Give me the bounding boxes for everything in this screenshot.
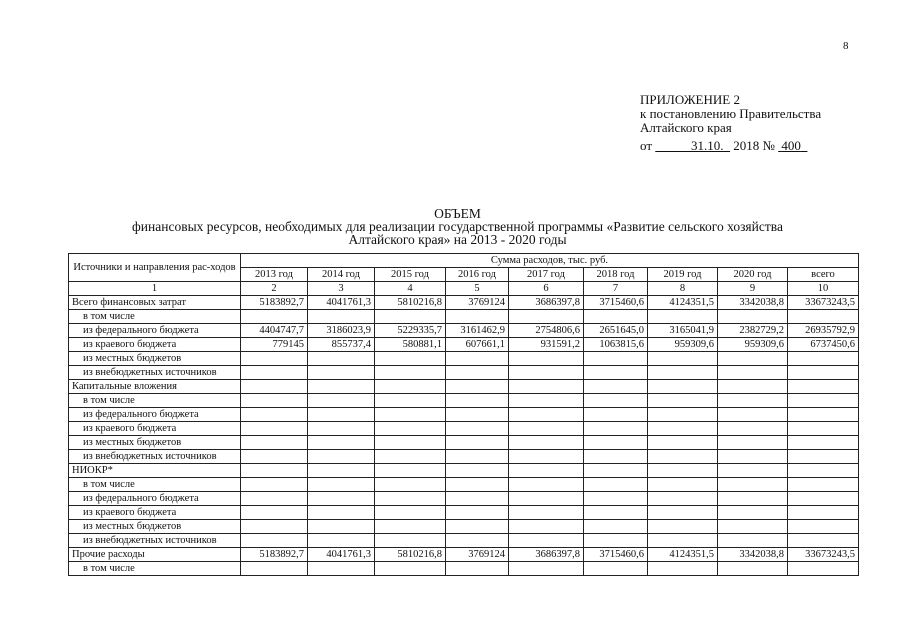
year-text: 2018 №	[733, 138, 775, 153]
value-cell	[308, 366, 375, 380]
value-cell	[584, 436, 648, 450]
header-year-cell: 2014 год	[308, 268, 375, 282]
value-cell	[648, 562, 718, 576]
appendix-title: ПРИЛОЖЕНИЕ 2	[640, 92, 740, 107]
value-cell	[584, 534, 648, 548]
row-label: из федерального бюджета	[69, 408, 241, 422]
value-cell	[241, 534, 308, 548]
value-cell: 779145	[241, 338, 308, 352]
value-cell	[446, 366, 509, 380]
value-cell: 2754806,6	[509, 324, 584, 338]
column-number-cell: 8	[648, 282, 718, 296]
value-cell	[446, 464, 509, 478]
value-cell	[584, 422, 648, 436]
value-cell	[375, 352, 446, 366]
value-cell	[509, 492, 584, 506]
header-year-cell: 2015 год	[375, 268, 446, 282]
value-cell	[788, 422, 859, 436]
value-cell: 3715460,6	[584, 296, 648, 310]
value-cell	[308, 436, 375, 450]
value-cell	[241, 520, 308, 534]
value-cell: 4124351,5	[648, 548, 718, 562]
value-cell	[718, 464, 788, 478]
value-cell: 607661,1	[446, 338, 509, 352]
column-number-cell: 1	[69, 282, 241, 296]
value-cell	[375, 408, 446, 422]
value-cell: 3342038,8	[718, 296, 788, 310]
value-cell	[648, 366, 718, 380]
value-cell	[375, 436, 446, 450]
value-cell	[584, 352, 648, 366]
value-cell: 33673243,5	[788, 296, 859, 310]
value-cell: 3769124	[446, 296, 509, 310]
header-sum: Сумма расходов, тыс. руб.	[241, 254, 859, 268]
row-label: из внебюджетных источников	[69, 534, 241, 548]
value-cell	[584, 562, 648, 576]
value-cell	[788, 366, 859, 380]
value-cell	[509, 436, 584, 450]
value-cell	[241, 408, 308, 422]
funding-table-body	[69, 254, 859, 576]
value-cell: 5183892,7	[241, 548, 308, 562]
value-cell: 959309,6	[718, 338, 788, 352]
value-cell	[509, 478, 584, 492]
column-number-cell: 7	[584, 282, 648, 296]
table-row	[69, 366, 859, 380]
value-cell	[788, 394, 859, 408]
value-cell: 2382729,2	[718, 324, 788, 338]
title-line-3: Алтайского края» на 2013 - 2020 годы	[348, 232, 567, 247]
value-cell	[718, 562, 788, 576]
value-cell: 3769124	[446, 548, 509, 562]
value-cell	[788, 408, 859, 422]
value-cell	[446, 520, 509, 534]
value-cell	[584, 394, 648, 408]
appendix-decree-line: к постановлению Правительства	[640, 106, 822, 121]
column-number-row	[69, 282, 859, 296]
value-cell	[308, 352, 375, 366]
value-cell	[446, 422, 509, 436]
value-cell	[446, 450, 509, 464]
table-row	[69, 464, 859, 478]
value-cell	[788, 352, 859, 366]
header-sources: Источники и направления рас-ходов	[69, 254, 241, 282]
value-cell	[788, 450, 859, 464]
value-cell	[718, 506, 788, 520]
value-cell	[308, 478, 375, 492]
table-row	[69, 506, 859, 520]
value-cell	[308, 492, 375, 506]
value-cell	[718, 492, 788, 506]
value-cell	[718, 520, 788, 534]
header-year-cell: всего	[788, 268, 859, 282]
value-cell	[509, 394, 584, 408]
row-label: из местных бюджетов	[69, 436, 241, 450]
table-row	[69, 338, 859, 352]
value-cell	[788, 464, 859, 478]
value-cell	[375, 506, 446, 520]
appendix-block	[640, 93, 821, 153]
value-cell: 26935792,9	[788, 324, 859, 338]
value-cell	[718, 310, 788, 324]
value-cell	[375, 422, 446, 436]
header-year-cell: 2018 год	[584, 268, 648, 282]
value-cell	[584, 478, 648, 492]
header-year-cell: 2019 год	[648, 268, 718, 282]
value-cell	[788, 534, 859, 548]
value-cell	[718, 380, 788, 394]
value-cell	[308, 422, 375, 436]
value-cell	[375, 478, 446, 492]
value-cell: 4041761,3	[308, 548, 375, 562]
value-cell	[648, 534, 718, 548]
table-row	[69, 562, 859, 576]
header-year-cell: 2013 год	[241, 268, 308, 282]
row-label: из краевого бюджета	[69, 506, 241, 520]
value-cell	[308, 380, 375, 394]
table-row	[69, 380, 859, 394]
value-cell	[241, 450, 308, 464]
value-cell	[718, 366, 788, 380]
value-cell	[509, 506, 584, 520]
title-line-1: ОБЪЕМ	[434, 206, 481, 221]
value-cell	[375, 450, 446, 464]
value-cell	[446, 492, 509, 506]
value-cell	[241, 352, 308, 366]
value-cell	[648, 464, 718, 478]
row-label: в том числе	[69, 310, 241, 324]
value-cell	[788, 506, 859, 520]
value-cell	[241, 436, 308, 450]
value-cell	[788, 478, 859, 492]
value-cell	[509, 534, 584, 548]
value-cell	[308, 310, 375, 324]
value-cell	[446, 394, 509, 408]
value-cell: 3686397,8	[509, 548, 584, 562]
value-cell	[446, 506, 509, 520]
value-cell	[648, 450, 718, 464]
appendix-date-line	[640, 139, 821, 153]
title-line-2: финансовых ресурсов, необходимых для реализации государственной программы «Развитие сельского хозяйства	[132, 219, 783, 234]
row-label: из федерального бюджета	[69, 324, 241, 338]
header-year-cell: 2016 год	[446, 268, 509, 282]
decree-number: 400	[781, 138, 801, 153]
value-cell	[509, 422, 584, 436]
value-cell	[308, 506, 375, 520]
value-cell	[788, 310, 859, 324]
value-cell: 3686397,8	[509, 296, 584, 310]
value-cell	[375, 520, 446, 534]
value-cell: 3186023,9	[308, 324, 375, 338]
value-cell: 3342038,8	[718, 548, 788, 562]
value-cell	[648, 520, 718, 534]
value-cell	[308, 394, 375, 408]
value-cell	[446, 436, 509, 450]
value-cell	[718, 408, 788, 422]
table-row	[69, 548, 859, 562]
table-row	[69, 520, 859, 534]
value-cell	[584, 520, 648, 534]
table-row	[69, 450, 859, 464]
value-cell	[446, 534, 509, 548]
value-cell	[375, 310, 446, 324]
table-row	[69, 408, 859, 422]
value-cell	[241, 394, 308, 408]
value-cell	[648, 352, 718, 366]
value-cell	[241, 562, 308, 576]
value-cell	[308, 562, 375, 576]
value-cell	[375, 366, 446, 380]
value-cell	[648, 506, 718, 520]
value-cell	[718, 534, 788, 548]
value-cell	[375, 534, 446, 548]
value-cell	[308, 450, 375, 464]
value-cell	[241, 422, 308, 436]
value-cell	[308, 408, 375, 422]
table-row	[69, 478, 859, 492]
value-cell: 4404747,7	[241, 324, 308, 338]
value-cell	[648, 436, 718, 450]
table-row	[69, 352, 859, 366]
value-cell	[375, 380, 446, 394]
value-cell: 1063815,6	[584, 338, 648, 352]
value-cell	[584, 380, 648, 394]
value-cell: 3715460,6	[584, 548, 648, 562]
row-label: в том числе	[69, 562, 241, 576]
value-cell	[241, 492, 308, 506]
value-cell	[241, 478, 308, 492]
value-cell	[584, 464, 648, 478]
value-cell	[584, 450, 648, 464]
value-cell: 3161462,9	[446, 324, 509, 338]
value-cell	[648, 408, 718, 422]
value-cell	[509, 562, 584, 576]
column-number-cell: 9	[718, 282, 788, 296]
column-number-cell: 10	[788, 282, 859, 296]
value-cell	[718, 394, 788, 408]
value-cell	[446, 380, 509, 394]
value-cell: 2651645,0	[584, 324, 648, 338]
value-cell	[584, 408, 648, 422]
value-cell: 5229335,7	[375, 324, 446, 338]
table-row	[69, 534, 859, 548]
value-cell	[241, 380, 308, 394]
value-cell	[718, 422, 788, 436]
column-number-cell: 2	[241, 282, 308, 296]
row-label: из внебюджетных источников	[69, 450, 241, 464]
value-cell: 4041761,3	[308, 296, 375, 310]
value-cell	[308, 464, 375, 478]
page-number: 8	[843, 40, 849, 52]
row-label: в том числе	[69, 478, 241, 492]
value-cell	[241, 366, 308, 380]
document-title	[60, 207, 855, 246]
value-cell	[584, 492, 648, 506]
value-cell	[308, 520, 375, 534]
value-cell	[788, 492, 859, 506]
row-label: НИОКР*	[69, 464, 241, 478]
value-cell	[241, 506, 308, 520]
column-number-cell: 5	[446, 282, 509, 296]
value-cell	[375, 394, 446, 408]
header-row-1	[69, 254, 859, 268]
value-cell	[718, 450, 788, 464]
value-cell	[509, 380, 584, 394]
row-label: Прочие расходы	[69, 548, 241, 562]
value-cell	[584, 366, 648, 380]
value-cell	[509, 520, 584, 534]
value-cell	[509, 464, 584, 478]
value-cell	[375, 464, 446, 478]
column-number-cell: 4	[375, 282, 446, 296]
table-row	[69, 310, 859, 324]
appendix-region-line: Алтайского края	[640, 120, 732, 135]
row-label: из краевого бюджета	[69, 422, 241, 436]
column-number-cell: 6	[509, 282, 584, 296]
table-row	[69, 422, 859, 436]
value-cell	[648, 380, 718, 394]
value-cell	[584, 506, 648, 520]
value-cell	[509, 408, 584, 422]
value-cell: 580881,1	[375, 338, 446, 352]
table-row	[69, 296, 859, 310]
value-cell: 5810216,8	[375, 296, 446, 310]
row-label: Капитальные вложения	[69, 380, 241, 394]
value-cell: 855737,4	[308, 338, 375, 352]
header-year-cell: 2017 год	[509, 268, 584, 282]
value-cell: 4124351,5	[648, 296, 718, 310]
row-label: Всего финансовых затрат	[69, 296, 241, 310]
value-cell	[509, 310, 584, 324]
value-cell: 931591,2	[509, 338, 584, 352]
row-label: из краевого бюджета	[69, 338, 241, 352]
value-cell	[446, 562, 509, 576]
table-row	[69, 492, 859, 506]
value-cell	[718, 352, 788, 366]
table-row	[69, 394, 859, 408]
value-cell: 3165041,9	[648, 324, 718, 338]
value-cell: 33673243,5	[788, 548, 859, 562]
value-cell	[241, 464, 308, 478]
column-number-cell: 3	[308, 282, 375, 296]
value-cell	[788, 562, 859, 576]
value-cell	[788, 520, 859, 534]
value-cell	[375, 562, 446, 576]
table-row	[69, 324, 859, 338]
date-prefix: от	[640, 138, 653, 153]
value-cell	[308, 534, 375, 548]
value-cell	[375, 492, 446, 506]
value-cell	[718, 436, 788, 450]
value-cell	[648, 394, 718, 408]
value-cell	[509, 352, 584, 366]
row-label: из федерального бюджета	[69, 492, 241, 506]
value-cell	[509, 366, 584, 380]
value-cell	[509, 450, 584, 464]
value-cell	[648, 422, 718, 436]
value-cell	[788, 436, 859, 450]
value-cell	[241, 310, 308, 324]
value-cell	[446, 352, 509, 366]
value-cell	[446, 478, 509, 492]
value-cell	[648, 310, 718, 324]
value-cell: 959309,6	[648, 338, 718, 352]
row-label: в том числе	[69, 394, 241, 408]
value-cell	[446, 310, 509, 324]
row-label: из внебюджетных источников	[69, 366, 241, 380]
date-value: 31.10.	[691, 138, 724, 153]
header-year-cell: 2020 год	[718, 268, 788, 282]
value-cell	[648, 478, 718, 492]
row-label: из местных бюджетов	[69, 520, 241, 534]
value-cell: 5183892,7	[241, 296, 308, 310]
value-cell	[446, 408, 509, 422]
value-cell	[648, 492, 718, 506]
row-label: из местных бюджетов	[69, 352, 241, 366]
value-cell: 6737450,6	[788, 338, 859, 352]
value-cell	[584, 310, 648, 324]
value-cell	[718, 478, 788, 492]
table-row	[69, 436, 859, 450]
value-cell	[788, 380, 859, 394]
funding-table	[68, 253, 859, 576]
value-cell: 5810216,8	[375, 548, 446, 562]
